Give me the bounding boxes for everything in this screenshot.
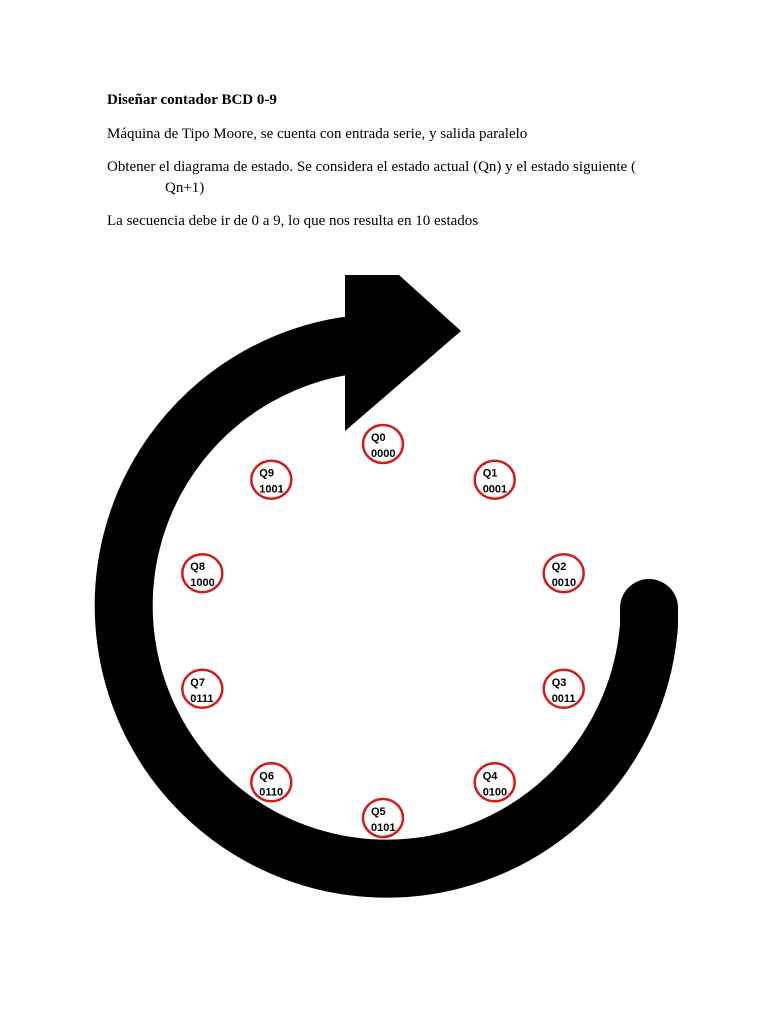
state-node: [182, 670, 222, 708]
state-node: [182, 554, 222, 592]
state-node: [544, 554, 584, 592]
state-code-label: 1000: [190, 577, 215, 590]
state-node: [544, 670, 584, 708]
state-name-label: Q1: [482, 467, 498, 480]
state-code-label: 0101: [371, 822, 396, 834]
state-code-label: 0011: [551, 692, 576, 705]
description-line-state-diagram-part2: Qn+1): [165, 180, 205, 196]
state-name-label: Q3: [551, 676, 567, 689]
state-node: [363, 799, 403, 837]
state-name-label: Q8: [190, 561, 205, 574]
state-name-label: Q6: [259, 770, 274, 783]
state-name-label: Q4: [482, 770, 498, 783]
state-code-label: 0110: [259, 786, 284, 799]
states-layer: [182, 425, 583, 837]
state-code-label: 0001: [482, 483, 508, 496]
state-node: [475, 461, 515, 499]
state-name-label: Q5: [371, 806, 386, 818]
state-name-label: Q7: [190, 676, 205, 689]
document-title: Diseñar contador BCD 0-9: [107, 92, 277, 108]
state-node: [363, 425, 403, 463]
state-code-label: 0010: [551, 577, 577, 590]
state-code-label: 0111: [190, 692, 214, 705]
state-name-label: Q2: [551, 561, 567, 574]
state-name-label: Q0: [371, 432, 386, 444]
state-node: [251, 461, 291, 499]
state-node: [475, 763, 515, 801]
description-line-state-diagram-part1: Obtener el diagrama de estado. Se considera el estado actual (Qn) y el estado siguiente (: [107, 159, 636, 175]
description-line-moore: Máquina de Tipo Moore, se cuenta con entrada serie, y salida paralelo: [107, 126, 528, 142]
state-name-label: Q9: [259, 467, 274, 480]
state-code-label: 0000: [371, 448, 396, 460]
state-code-label: 0100: [482, 786, 508, 799]
state-node: [251, 763, 291, 801]
state-code-label: 1001: [259, 483, 284, 496]
description-line-sequence: La secuencia debe ir de 0 a 9, lo que nos resulta en 10 estados: [107, 213, 479, 229]
cycle-arrow-head-icon: [345, 275, 461, 431]
